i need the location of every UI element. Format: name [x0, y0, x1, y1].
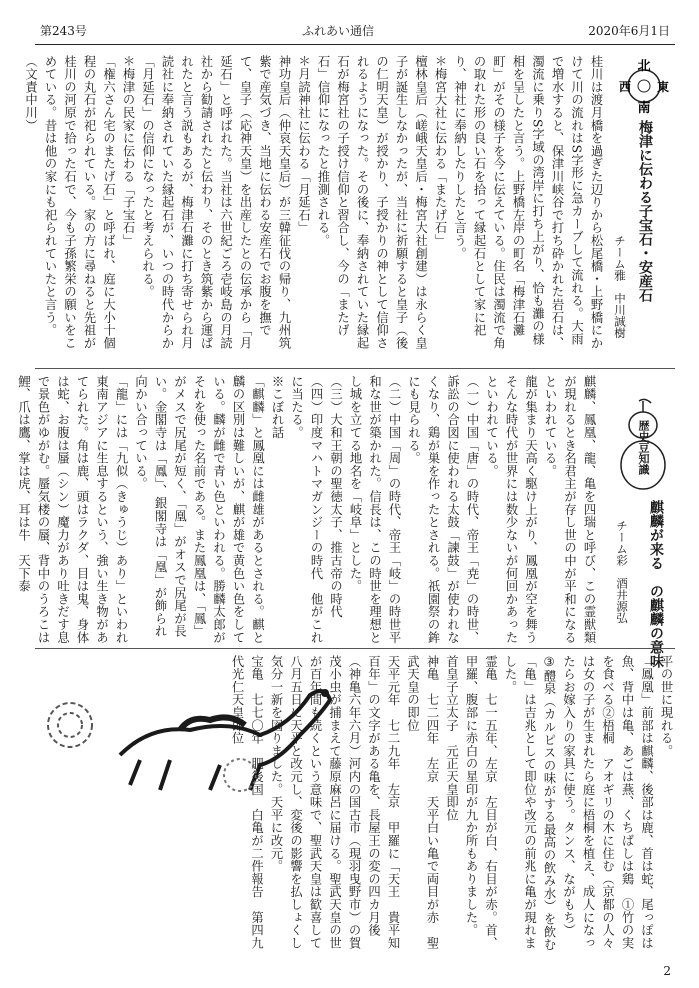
- page-header: [40, 20, 670, 42]
- newsletter-name: ふれあい通信: [302, 24, 375, 38]
- compass-logo-icon: [616, 58, 672, 114]
- article1-author: チーム雅 中川誠樹: [613, 235, 627, 339]
- article1-title: 梅津に伝わる子宝石・安産石: [637, 120, 653, 302]
- article2-author: チーム彩 酒井源弘: [615, 520, 629, 624]
- logo-north: 北: [637, 59, 651, 74]
- header-rule: [35, 44, 675, 45]
- section-rule-1: [35, 368, 675, 369]
- page-number: 2: [663, 964, 671, 978]
- article2-body: 麒麟、鳳凰、龍、亀を四瑞と呼び、この霊獣類が現れるとき名君主が存し世の中が平和になるといわれている。 龍が集まり天高く駆け上がり、鳳凰が空を舞うそんな時代が世界には数少ないが何回かあったといわれている。 （一）中国「唐」の時代、帝王「尭」の時世、訴訟の合図に使われる太鼓「諫鼓」が使われなくなり、鶏が巣を作ったとされる。祇園祭の鉾にも見られる。 （二）中国「周」の時代、帝王「岐」の時世平和な世が築かれた。信長は、この時世を理想とし城を立てる地名を「岐阜」とした。 （三）大和王朝の聖徳太子、推古帝の時代 （四）印度マハトマガンジーの時代 他がこれに当たる。 ※こぼれ話 「麒麟」と鳳凰には雌雄があるとされる。麒と麟の区別は難しいが、麒が雄で黄色い色をしている。麟が雌で青い色といわれる。勝麟太郎がそれを使った名前である。また鳳凰は、「鳳」がメスで尻尾が短く、「凰」がオスで尻尾が長い。金閣寺は「鳳」、銀閣寺は「凰」が飾られ向かい合っている。 「龍」には「九似（きゅうじ）あり」といわれ東南アジアに生息するという、強い生き物があてられた。角は鹿、頭はラクダ、目は鬼、身体は蛇、お腹は蜃（シン）魔力があり吐きだす息で景色がゆがむ。蜃気楼の蜃、背中のうろこは鯉、爪は鷹、掌は虎、耳は牛 天下泰: [16, 375, 596, 644]
- issue-date: 2020年6月1日: [588, 24, 670, 38]
- logo-west: 西: [618, 80, 632, 94]
- article2-title: 麒麟が来る の麒麟の意味: [648, 500, 664, 668]
- logo-east: 東: [656, 80, 670, 94]
- article3-body: 平の世に現れる。 「鳳凰」前部は麒麟、後部は鹿、首は蛇、尾っぽは魚、背中は亀、あごは燕、くちばしは鶏 ①竹の実を食べる②梧桐 アオギリの木に住む（京都の人々は女の子が生まれたら庭に梧桐を植え、成人になったらお嫁入りの家具に使う。タンス、ながもち） ③醴泉（カルピスの味がする最高の飲み水）を飲む 「亀」は吉兆として即位や改元の前兆に亀が現れました。 霊亀 七一五年、左京 左目が白、右目が赤。首、甲羅、腹部に赤白の星印が九か所もありました。 首皇子立太子 元正天皇即位 神亀 七二四年 左京 天平白い亀で両目が赤 聖武天皇の即位 天平元年 七二九年 左京 甲羅に「天王 貴平知百年」の文字がある亀を、長屋王の変の四カ月後（神亀六年六月）河内の国古市（現羽曳野市）の賀茂小虫が捕まえて藤原麻呂に届ける。聖武天皇の世が百年間も続くという意味で、聖武天皇は歓喜して八月五日に天平と改元し、変後の影響を払しょくし気分一新を図りました。天平に改元。 宝亀 七七〇年 肥後国 白亀が二件報告 第四九代光仁天皇即位: [230, 655, 673, 952]
- article1-body: 桂川は渡月橋を過ぎた辺りから松尾橋・上野橋にかけて川の流れはS字形に急カーブして流れる。大雨で増水すると、保津川峡谷で打ち砕かれた岩石は、濁流に乗りS字域の湾岸に打ち上がり、恰も灘の様相を呈したと言う。上野橋左岸の町名「梅津石灘町」がその様子を今に伝えている。住民は濁流で角の取れた形の良い石を拾って縁起石として家に祀り、神社に奉納したりしたと言う。 ＊梅宮大社に伝わる「またげ石」 檀林皇后（嵯峨天皇后・梅宮大社創建）は永らく皇子が誕生しなかったが、当社に祈願すると皇子（後の仁明天皇）が授かり、子授かりの神として信仰されるようになった。その後に、奉納されていた縁起石が梅宮社の子授け信仰と習合し、今の「またげ石」信仰になったと推測される。 ＊月読神社に伝わる「月延石」 神功皇后（仲哀天皇后）が三韓征伐の帰り、九州筑紫で産気づき、当地に伝わる安産石でお腹を撫でて、皇子（応神天皇）を出産したとの伝承から「月延石」と呼ばれた。当社は六世紀ごろ壱岐島の月読社から勧請されたと伝わり、そのとき筑紫から運ばれたと言う説もあるが、梅津石灘に打ち寄せられ月読社に奉納されていた縁起石が、いつの時代からか「月延石」の信仰になったと考えられる。 ＊梅津の民家に伝わる「子宝石」 「権六さん宅のまたげ石」と呼ばれ、庭に大小十個程の丸石が祀られている。家の方に尋ねると先祖が桂川の河原で拾った石で、今も子孫繁栄の願いをこめている。昔は他の家にも祀られていたと言う。（文責中川）: [23, 55, 603, 350]
- section-rule-2: [35, 648, 675, 649]
- issue-number: 第243号: [40, 24, 87, 38]
- gourd-label: 歴史豆知識: [637, 420, 650, 475]
- logo-south: 南: [637, 101, 651, 116]
